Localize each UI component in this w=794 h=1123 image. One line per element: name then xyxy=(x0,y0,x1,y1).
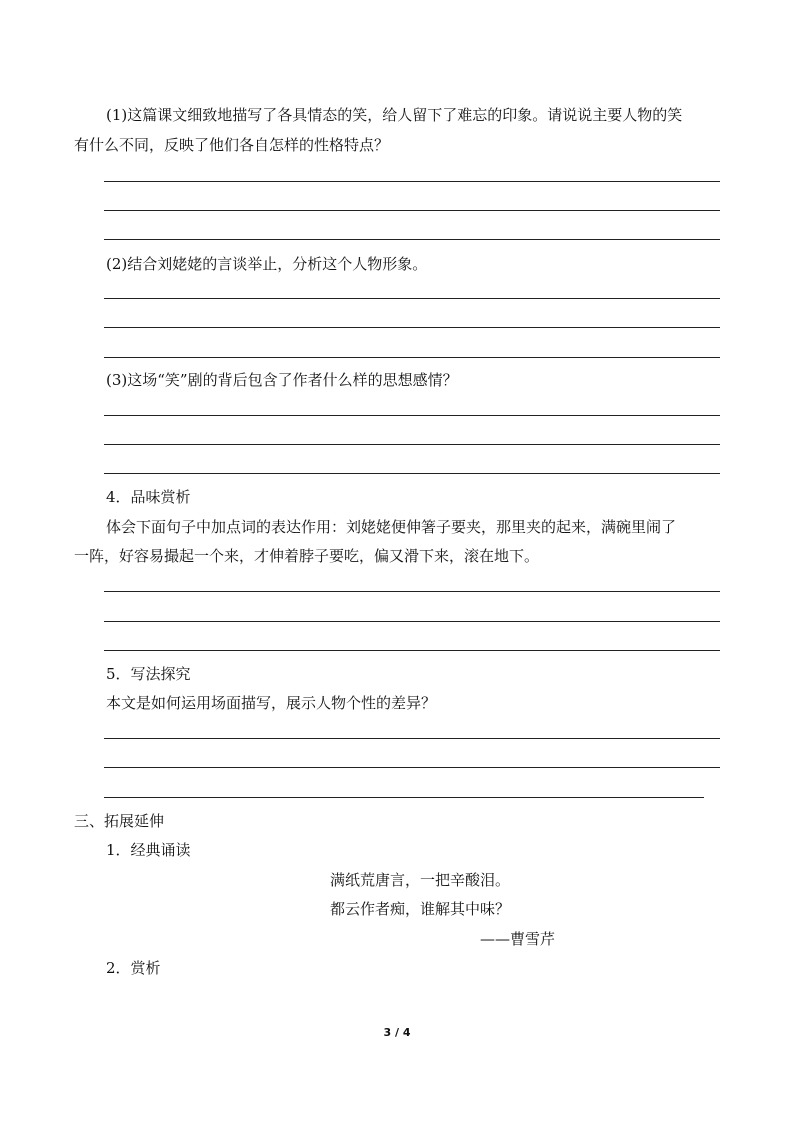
q3-text: (3)这场“笑”剧的背后包含了作者什么样的思想感情？ xyxy=(106,371,458,389)
answer-line[interactable] xyxy=(104,415,720,416)
answer-line[interactable] xyxy=(104,767,720,768)
answer-line[interactable] xyxy=(104,738,720,739)
answer-line[interactable] xyxy=(104,298,720,299)
poem-author: ——曹雪芹 xyxy=(480,930,556,948)
answer-line[interactable] xyxy=(104,327,720,328)
section4-heading: 4．品味赏析 xyxy=(106,488,191,506)
answer-line[interactable] xyxy=(104,797,704,798)
part3-heading: 三、拓展延伸 xyxy=(74,812,165,830)
answer-line[interactable] xyxy=(104,650,720,651)
answer-line[interactable] xyxy=(104,239,720,240)
q1-text-line1: (1)这篇课文细致地描写了各具情态的笑，给人留下了难忘的印象。请说说主要人物的笑 xyxy=(106,106,683,124)
section4-text-line1: 体会下面句子中加点词的表达作用：刘姥姥便伸箸子要夹，那里夹的起来，满碗里闹了 xyxy=(106,518,677,536)
answer-line[interactable] xyxy=(104,210,720,211)
part3-sub1-heading: 1．经典诵读 xyxy=(106,841,191,859)
poem-line-2: 都云作者痴，谁解其中味？ xyxy=(330,900,511,918)
q1-text-line2: 有什么不同，反映了他们各自怎样的性格特点？ xyxy=(74,136,390,154)
answer-line[interactable] xyxy=(104,357,720,358)
section5-text: 本文是如何运用场面描写，展示人物个性的差异？ xyxy=(106,694,437,712)
part3-sub2-heading: 2．赏析 xyxy=(106,959,161,977)
answer-line[interactable] xyxy=(104,621,720,622)
answer-line[interactable] xyxy=(104,591,720,592)
section5-heading: 5．写法探究 xyxy=(106,665,191,683)
q2-text: (2)结合刘姥姥的言谈举止，分析这个人物形象。 xyxy=(106,255,428,273)
answer-line[interactable] xyxy=(104,444,720,445)
section4-text-line2: 一阵，好容易撮起一个来，才伸着脖子要吃，偏又滑下来，滚在地下。 xyxy=(74,547,540,565)
page-number: 3 / 4 xyxy=(383,1026,411,1039)
answer-line[interactable] xyxy=(104,473,720,474)
poem-line-1: 满纸荒唐言，一把辛酸泪。 xyxy=(330,871,511,889)
answer-line[interactable] xyxy=(104,181,720,182)
